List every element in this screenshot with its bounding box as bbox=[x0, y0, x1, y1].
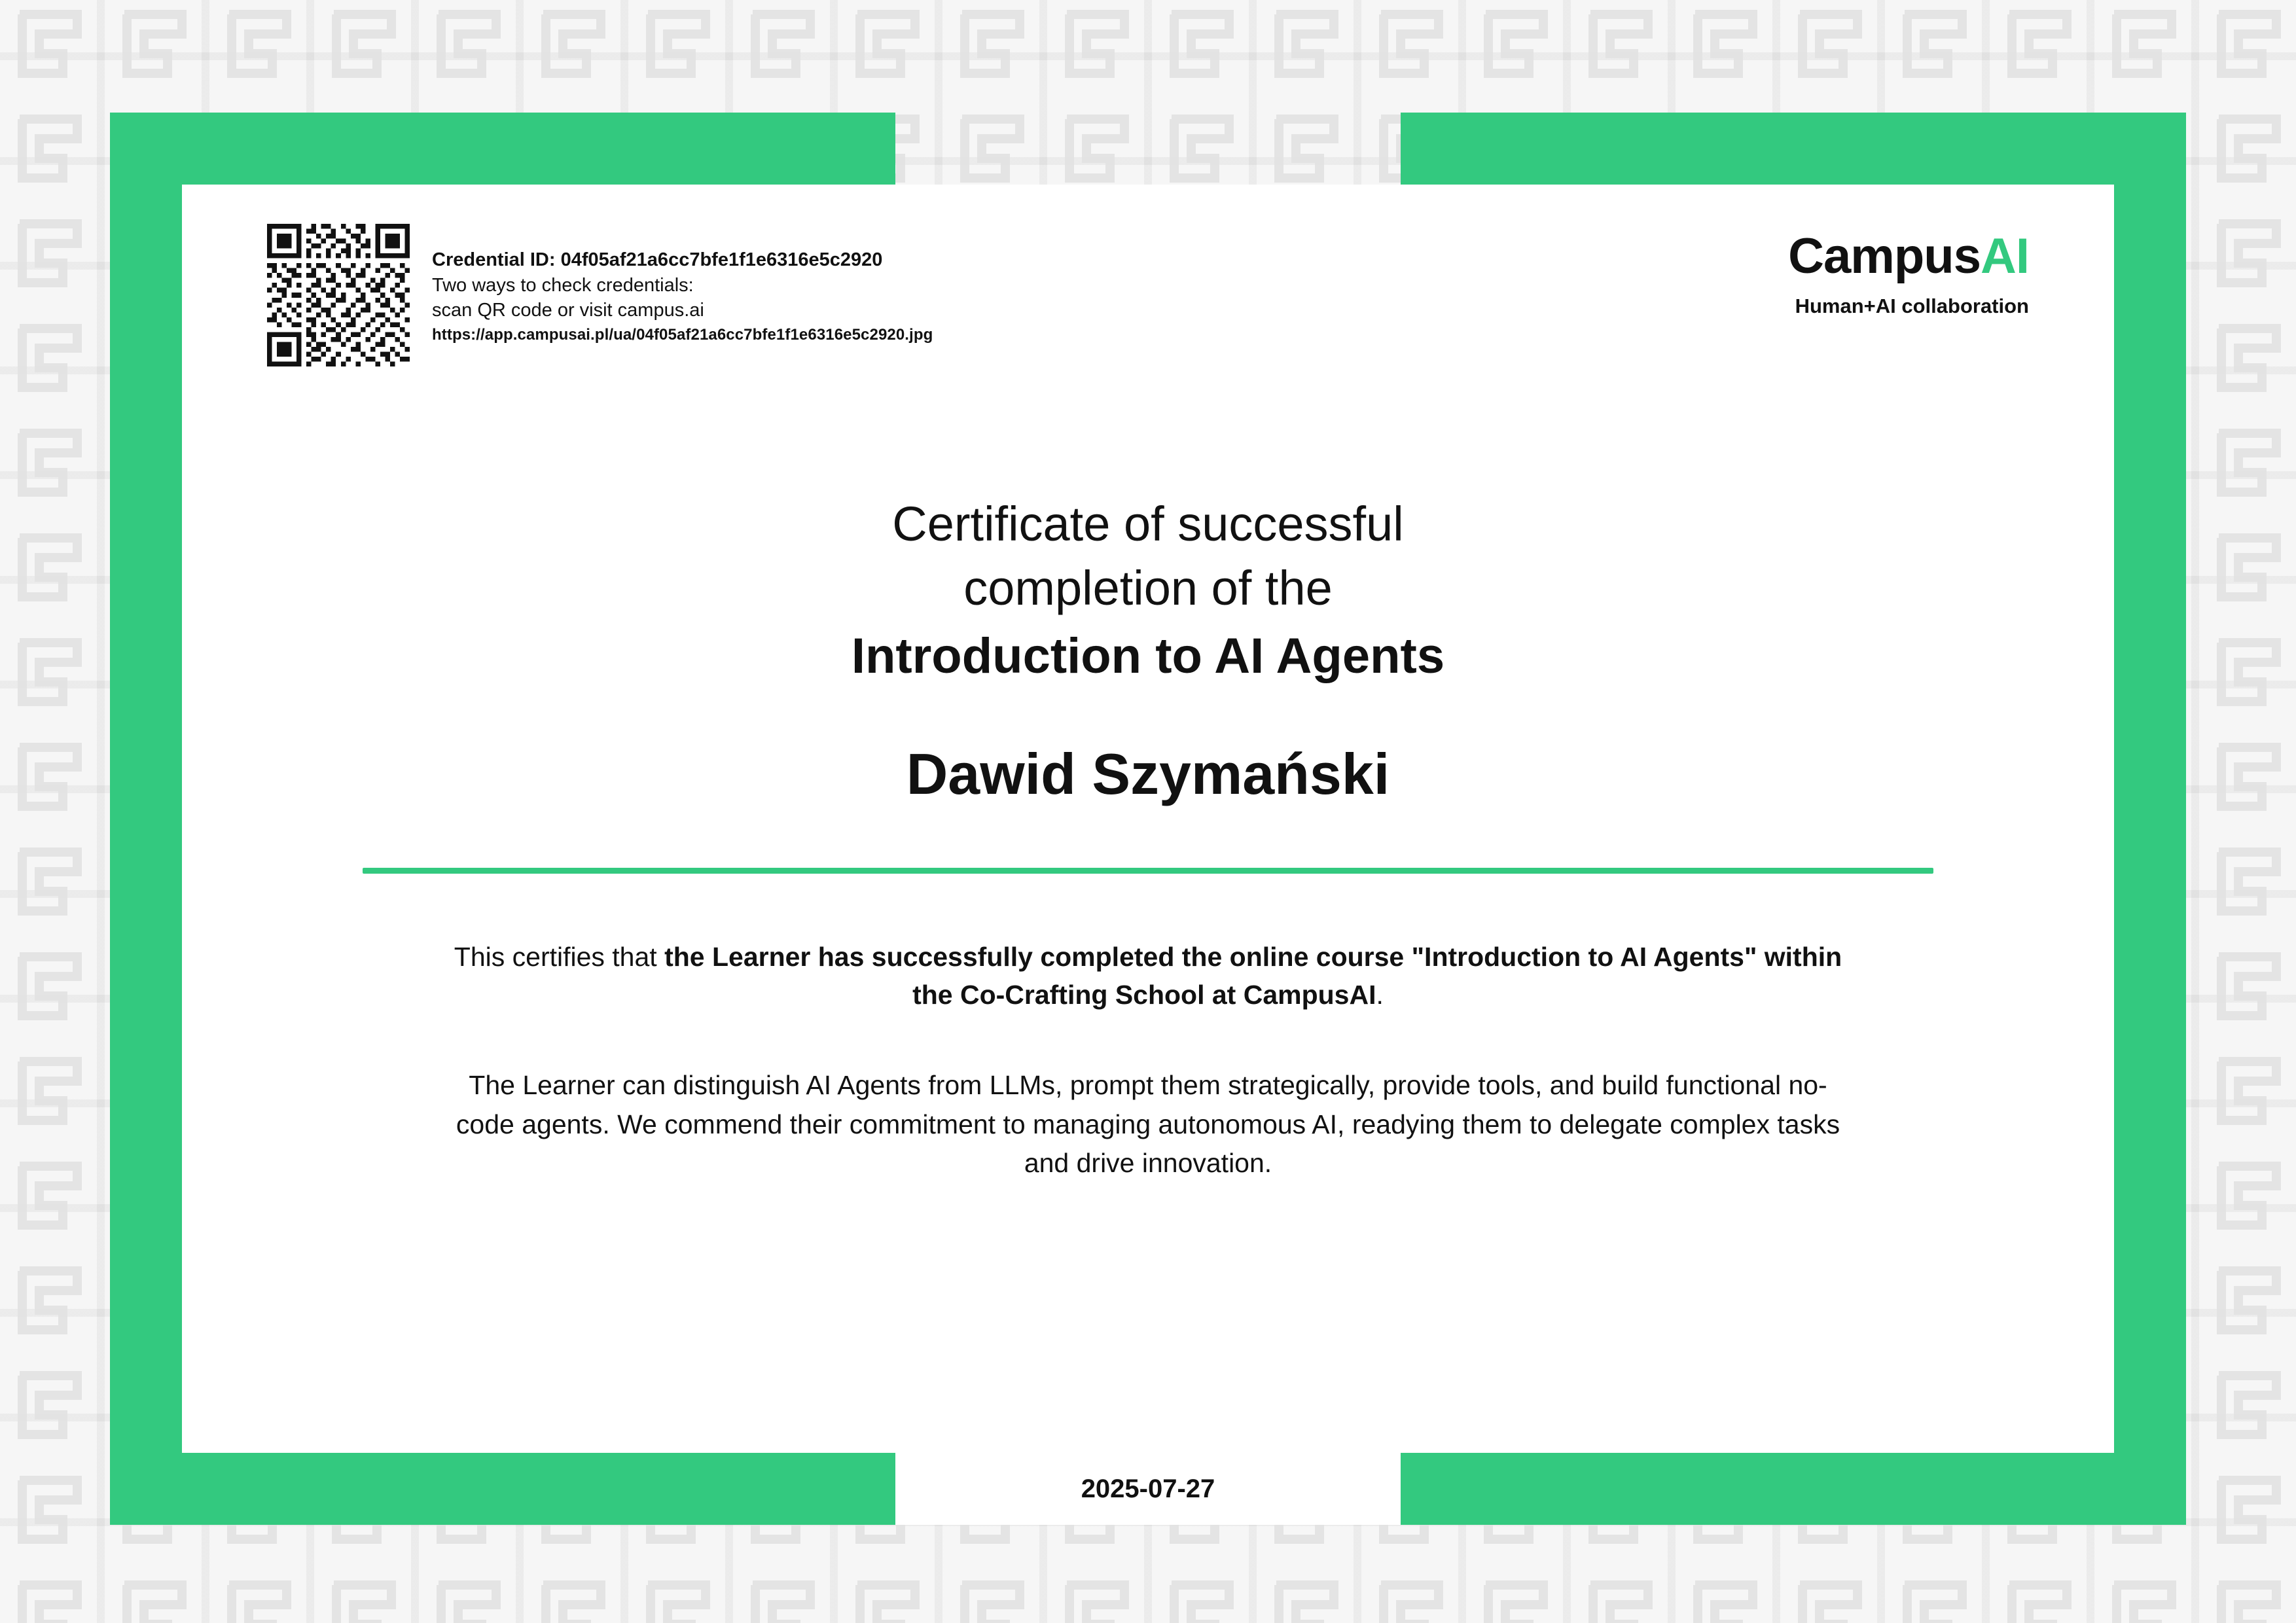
recipient-name: Dawid Szymański bbox=[906, 741, 1390, 806]
section-divider bbox=[363, 868, 1933, 874]
frame-bar-bottom-right bbox=[1401, 1453, 2186, 1525]
credential-id-row bbox=[432, 247, 933, 273]
issue-date-strip bbox=[895, 1453, 1401, 1525]
brand-block bbox=[1788, 228, 2029, 318]
frame-bar-left bbox=[110, 113, 182, 1525]
certification-description: The Learner can distinguish AI Agents from LLMs, prompt them strategically, provide tools, and build functional no-code agents. We commend their commitment to managing autonomous AI, readying them to delegate complex tasks and drive innovation. bbox=[456, 1070, 1840, 1178]
statement-bold: the Learner has successfully completed the online course "Introduction to AI Agents" within the Co-Crafting School at CampusAI bbox=[664, 941, 1842, 1010]
brand-name-primary: Campus bbox=[1788, 228, 1981, 284]
course-title: Introduction to AI Agents bbox=[851, 628, 1445, 685]
certificate-main-content bbox=[182, 492, 2114, 1183]
credential-block bbox=[267, 224, 933, 366]
credential-text-block bbox=[432, 224, 933, 346]
statement-suffix: . bbox=[1376, 979, 1384, 1010]
statement-prefix: This certifies that bbox=[454, 941, 665, 972]
certificate-inner-panel bbox=[182, 185, 2114, 1453]
campusai-logo bbox=[1788, 228, 2029, 284]
brand-tagline: Human+AI collaboration bbox=[1795, 294, 2029, 317]
heading-line-2: completion of the bbox=[963, 560, 1333, 615]
certificate-card bbox=[110, 113, 2186, 1525]
credential-id-value: 04f05af21a6cc7bfe1f1e6316e5c2920 bbox=[560, 249, 883, 270]
credential-id-label: Credential ID: bbox=[432, 249, 556, 270]
credential-url[interactable]: https://app.campusai.pl/ua/04f05af21a6cc7bfe1f1e6316e5c2920.jpg bbox=[432, 325, 933, 344]
credential-instruction-line1: Two ways to check credentials: bbox=[432, 274, 694, 296]
page-title bbox=[428, 492, 1868, 690]
frame-bar-top-right bbox=[1401, 113, 2186, 185]
heading-line-1: Certificate of successful bbox=[892, 497, 1404, 551]
frame-bar-top-left bbox=[110, 113, 895, 185]
certification-statement bbox=[435, 938, 1861, 1014]
qr-code-icon[interactable] bbox=[267, 224, 410, 366]
frame-bar-bottom-left bbox=[110, 1453, 895, 1525]
frame-bar-right bbox=[2114, 113, 2186, 1525]
credential-instruction-line2: scan QR code or visit campus.ai bbox=[432, 300, 704, 321]
issue-date: 2025-07-27 bbox=[1081, 1474, 1215, 1503]
brand-name-accent: AI bbox=[1981, 228, 2029, 284]
